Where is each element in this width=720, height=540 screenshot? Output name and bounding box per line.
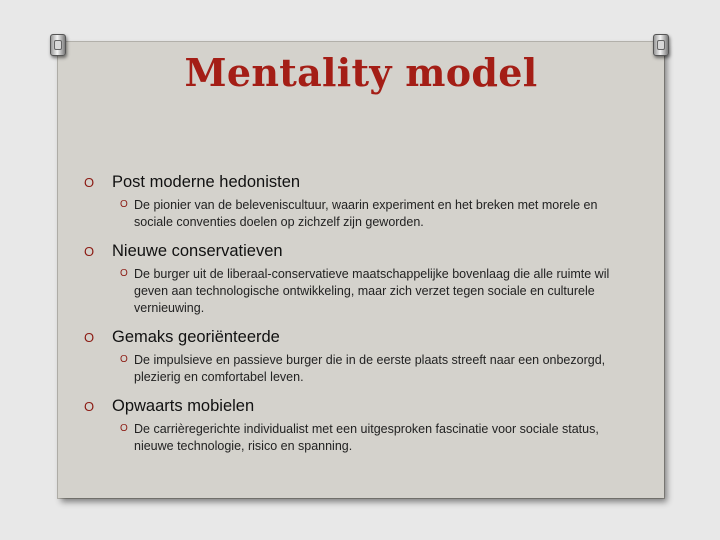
bullet-marker: O xyxy=(84,399,95,414)
sub-bullet-text: De carrièregerichte individualist met een uitgesproken fascinatie voor sociale status, nieuwe technologie, risico en spanning. xyxy=(134,422,599,453)
sub-bullet-marker: O xyxy=(120,199,128,210)
sub-bullet-marker: O xyxy=(120,268,128,279)
bullet-marker: O xyxy=(84,175,95,190)
bullet-heading: Nieuwe conservatieven xyxy=(112,242,283,260)
sub-bullet xyxy=(120,352,630,386)
bullet-item xyxy=(84,172,630,231)
slide-title: Mentality model xyxy=(184,50,538,95)
sub-bullet-text: De impulsieve en passieve burger die in de eerste plaats streeft naar een onbezorgd, plezierig en comfortabel leven. xyxy=(134,353,606,384)
sub-bullet-marker: O xyxy=(120,423,128,434)
sub-bullet-marker: O xyxy=(120,354,128,365)
bullet-item xyxy=(84,327,630,386)
sub-bullet xyxy=(120,421,630,455)
bullet-heading: Gemaks georiënteerde xyxy=(112,328,280,346)
bullet-heading: Opwaarts mobielen xyxy=(112,397,255,415)
sub-bullet-text: De burger uit de liberaal-conservatieve maatschappelijke bovenlaag die alle ruimte wil geven aan technologische ontwikkeling, maar zich verzet tegen sociale en culturele vernieuwing. xyxy=(134,267,610,315)
bullet-marker: O xyxy=(84,244,95,259)
bullet-heading: Post moderne hedonisten xyxy=(112,173,301,191)
sub-bullet xyxy=(120,266,630,317)
bullet-marker: O xyxy=(84,330,95,345)
bullet-item xyxy=(84,396,630,455)
bullet-list xyxy=(84,172,630,465)
bullet-item xyxy=(84,241,630,317)
sub-bullet-text: De pionier van de beleveniscultuur, waarin experiment en het breken met morele en sociale conventies doelen op zichzelf zijn geworden. xyxy=(134,198,598,229)
sub-bullet xyxy=(120,197,630,231)
